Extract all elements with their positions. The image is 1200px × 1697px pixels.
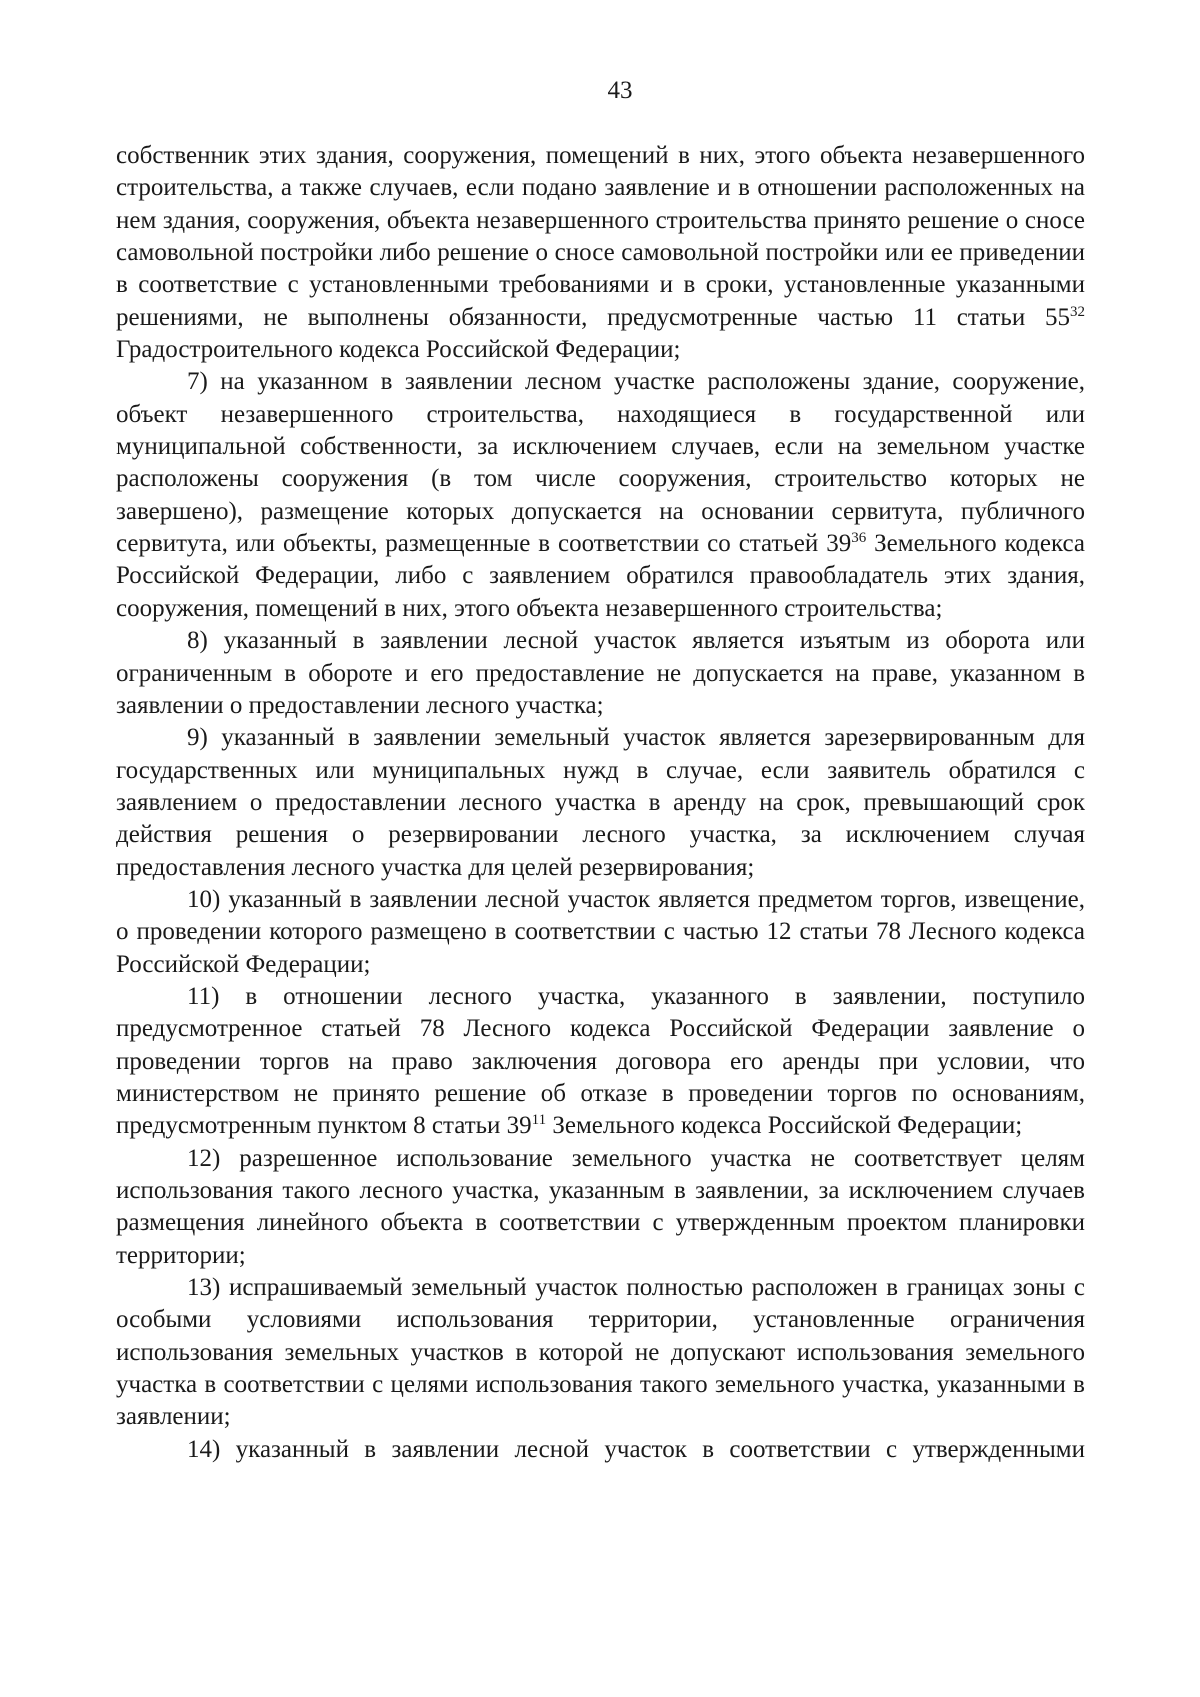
- paragraph-item-8: 8) указанный в заявлении лесной участок является изъятым из оборота или ограниченным в обороте и его предоставление не допускается на праве, указанном в заявлении о предоставлении лесного участка;: [116, 627, 1085, 719]
- paragraph-item-11: [116, 981, 1085, 1143]
- document-body: [116, 140, 1085, 1466]
- paragraph-text: 7) на указанном в заявлении лесном участке расположены здание, сооружение, объект незавершенного строительства, находящиеся в государственной или муниципальной собственности, за исключением случаев, если на земельном участке расположены сооружения (в том числе сооружения, строительство которых не завершено), размещение которых допускается на основании сервитута, публичного сервитута, или объекты, размещенные в соответствии со статьей 39: [116, 368, 1085, 558]
- superscript-index: 11: [531, 1112, 547, 1129]
- paragraph-continuation: [116, 140, 1085, 366]
- paragraph-text: собственник этих здания, сооружения, помещений в них, этого объекта незавершенного строительства, а также случаев, если подано заявление и в отношении расположенных на нем здания, сооружения, объекта незавершенного строительства принято решение о сносе самовольной постройки либо решение о сносе самовольной постройки или ее приведении в соответствие с установленными требованиями и в сроки, установленные указанными решениями, не выполнены обязанности, предусмотренные частью 11 статьи 55: [116, 142, 1085, 331]
- paragraph-text: 11) в отношении лесного участка, указанного в заявлении, поступило предусмотренное статьей 78 Лесного кодекса Российской Федерации заявление о проведении торгов на право заключения договора его аренды при условии, что министерством не принято решение об отказе в проведении торгов по основаниям, предусмотренным пунктом 8 статьи 39: [116, 982, 1085, 1140]
- paragraph-item-9: 9) указанный в заявлении земельный участок является зарезервированным для государственных или муниципальных нужд в случае, если заявитель обратился с заявлением о предоставлении лесного участка в аренду на срок, превышающий срок действия решения о резервировании лесного участка, за исключением случая предоставления лесного участка для целей резервирования;: [116, 724, 1085, 881]
- superscript-index: 36: [851, 530, 867, 547]
- paragraph-item-7: [116, 366, 1085, 625]
- paragraph-item-12: 12) разрешенное использование земельного участка не соответствует целям использования такого лесного участка, указанным в заявлении, за исключением случаев размещения линейного объекта в соответствии с утвержденным проектом планировки территории;: [116, 1144, 1085, 1269]
- paragraph-text: Земельного кодекса Российской Федерации;: [546, 1112, 1023, 1140]
- paragraph-text: Земельного кодекса Российской Федерации, либо с заявлением обратился правообладатель этих здания, сооружения, помещений в них, этого объекта незавершенного строительства;: [116, 530, 1085, 622]
- page-number: 43: [607, 77, 633, 104]
- paragraph-item-13: 13) испрашиваемый земельный участок полностью расположен в границах зоны с особыми условиями использования территории, установленные ограничения использования земельных участков в которой не допускают использования земельного участка в соответствии с целями использования такого земельного участка, указанными в заявлении;: [116, 1274, 1085, 1431]
- paragraph-item-10: 10) указанный в заявлении лесной участок является предметом торгов, извещение, о проведении которого размещено в соответствии с частью 12 статьи 78 Лесного кодекса Российской Федерации;: [116, 885, 1085, 978]
- superscript-index: 32: [1070, 303, 1085, 320]
- paragraph-item-14: 14) указанный в заявлении лесной участок в соответствии с утвержденными: [187, 1435, 1085, 1463]
- paragraph-text: Градостроительного кодекса Российской Федерации;: [116, 336, 681, 364]
